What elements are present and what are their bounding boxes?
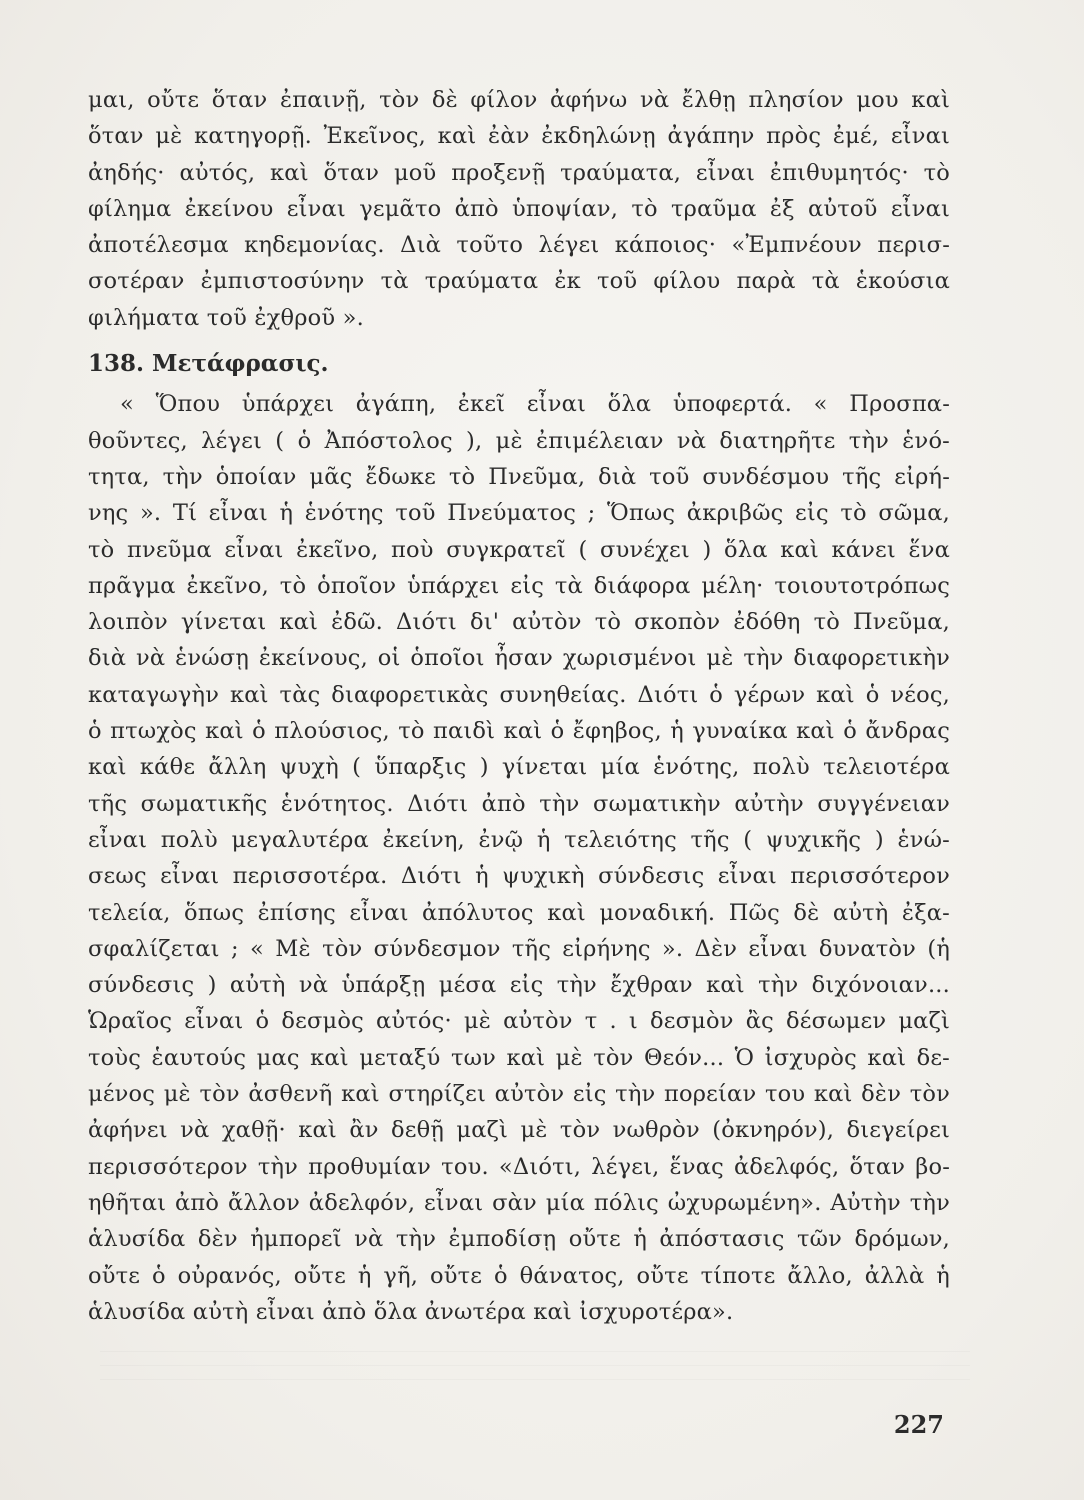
text-line: φιλήματα τοῦ ἐχθροῦ ». xyxy=(88,304,364,331)
text-line: τοὺς ἑαυτούς μας καὶ μεταξύ των καὶ μὲ τὸν Θεόν... Ὁ ἰσχυρὸς καὶ δε- xyxy=(88,1044,950,1071)
text-line: λοιπὸν γίνεται καὶ ἐδῶ. Διότι δι' αὐτὸν τὸ σκοπὸν ἐδόθη τὸ Πνεῦμα, xyxy=(88,609,950,636)
text-line: νης ». Τί εἶναι ἡ ἑνότης τοῦ Πνεύματος ; Ὅπως ἀκριβῶς εἰς τὸ σῶμα, xyxy=(88,500,950,527)
text-line: ἀηδής· αὐτός, καὶ ὅταν μοῦ προξενῇ τραύματα, εἶναι ἐπιθυμητός· τὸ xyxy=(88,159,950,186)
text-line: θοῦντες, λέγει ( ὁ Ἀπόστολος ), μὲ ἐπιμέλειαν νὰ διατηρῆτε τὴν ἑνό- xyxy=(88,427,950,454)
page-text xyxy=(88,82,950,1330)
text-line: σφαλίζεται ; « Μὲ τὸν σύνδεσμον τῆς εἰρήνης ». Δὲν εἶναι δυνατὸν (ἡ xyxy=(88,935,950,962)
text-line: ηθῆται ἀπὸ ἄλλον ἀδελφόν, εἶναι σὰν μία πόλις ὠχυρωμένη». Αὐτὴν τὴν xyxy=(88,1189,950,1216)
text-line: ἁλυσίδα δὲν ἠμπορεῖ νὰ τὴν ἐμποδίσῃ οὔτε ἡ ἀπόστασις τῶν δρόμων, xyxy=(88,1226,950,1253)
text-line: καταγωγὴν καὶ τὰς διαφορετικὰς συνηθείας. Διότι ὁ γέρων καὶ ὁ νέος, xyxy=(88,681,950,708)
bleed-through-texture xyxy=(100,1340,970,1380)
text-line: μένος μὲ τὸν ἀσθενῆ καὶ στηρίζει αὐτὸν εἰς τὴν πορείαν του καὶ δὲν τὸν xyxy=(88,1081,950,1108)
text-line: μαι, οὔτε ὅταν ἐπαινῇ, τὸν δὲ φίλον ἀφήνω νὰ ἔλθῃ πλησίον μου καὶ xyxy=(88,87,950,113)
text-line: οὔτε ὁ οὐρανός, οὔτε ἡ γῆ, οὔτε ὁ θάνατος, οὔτε τίποτε ἄλλο, ἀλλὰ ἡ xyxy=(88,1262,950,1289)
text-line: ἀφήνει νὰ χαθῇ· καὶ ἂν δεθῇ μαζὶ μὲ τὸν νωθρὸν (ὀκνηρόν), διεγείρει xyxy=(88,1117,950,1144)
text-line: τὸ πνεῦμα εἶναι ἐκεῖνο, ποὺ συγκρατεῖ ( συνέχει ) ὅλα καὶ κάνει ἕνα xyxy=(88,536,950,563)
text-line: πρᾶγμα ἐκεῖνο, τὸ ὁποῖον ὑπάρχει εἰς τὰ διάφορα μέλη· τοιουτοτρόπως xyxy=(88,572,950,599)
text-line: τητα, τὴν ὁποίαν μᾶς ἔδωκε τὸ Πνεῦμα, διὰ τοῦ συνδέσμου τῆς εἰρή- xyxy=(88,463,950,490)
text-line: εἶναι πολὺ μεγαλυτέρα ἐκείνη, ἐνῷ ἡ τελειότης τῆς ( ψυχικῆς ) ἑνώ- xyxy=(88,826,950,853)
text-line: σοτέραν ἐμπιστοσύνην τὰ τραύματα ἐκ τοῦ φίλου παρὰ τὰ ἑκούσια xyxy=(88,268,950,295)
text-line: φίλημα ἐκείνου εἶναι γεμᾶτο ἀπὸ ὑποψίαν, τὸ τραῦμα ἐξ αὐτοῦ εἶναι xyxy=(88,195,950,222)
text-line: καὶ κάθε ἄλλη ψυχὴ ( ὕπαρξις ) γίνεται μία ἑνότης, πολὺ τελειοτέρα xyxy=(88,754,950,781)
paragraph-translation xyxy=(88,386,950,1330)
text-line: περισσότερον τὴν προθυμίαν του. «Διότι, λέγει, ἕνας ἀδελφός, ὅταν βο- xyxy=(88,1153,950,1180)
text-line: Ὡραῖος εἶναι ὁ δεσμὸς αὐτός· μὲ αὐτὸν τ . ι δεσμὸν ἂς δέσωμεν μαζὶ xyxy=(88,1008,950,1035)
section-title: Μετάφρασις. xyxy=(152,350,329,378)
text-line: τῆς σωματικῆς ἑνότητος. Διότι ἀπὸ τὴν σωματικὴν αὐτὴν συγγένειαν xyxy=(88,790,950,817)
text-line: « Ὅπου ὑπάρχει ἀγάπη, ἐκεῖ εἶναι ὅλα ὑποφερτά. « Προσπα- xyxy=(120,391,950,418)
section-heading xyxy=(88,346,950,382)
text-line: ὅταν μὲ κατηγορῇ. Ἐκεῖνος, καὶ ἐὰν ἐκδηλώνῃ ἀγάπην πρὸς ἐμέ, εἶναι xyxy=(88,123,950,150)
text-line: τελεία, ὅπως ἐπίσης εἶναι ἀπόλυτος καὶ μοναδική. Πῶς δὲ αὐτὴ ἐξα- xyxy=(88,899,950,926)
text-line: σύνδεσις ) αὐτὴ νὰ ὑπάρξῃ μέσα εἰς τὴν ἔχθραν καὶ τὴν διχόνοιαν... xyxy=(88,972,950,999)
text-line: ὁ πτωχὸς καὶ ὁ πλούσιος, τὸ παιδὶ καὶ ὁ ἔφηβος, ἡ γυναίκα καὶ ὁ ἄνδρας xyxy=(88,718,950,745)
text-line: ἁλυσίδα αὐτὴ εἶναι ἀπὸ ὅλα ἀνωτέρα καὶ ἰσχυροτέρα». xyxy=(88,1298,734,1325)
text-line: διὰ νὰ ἑνώσῃ ἐκείνους, οἱ ὁποῖοι ἦσαν χωρισμένοι μὲ τὴν διαφορετικὴν xyxy=(88,645,950,672)
text-line: ἀποτέλεσμα κηδεμονίας. Διὰ τοῦτο λέγει κάποιος· «Ἐμπνέουν περισ- xyxy=(88,232,950,259)
section-number: 138. xyxy=(88,350,145,378)
page-number: 227 xyxy=(893,1410,944,1439)
paragraph-continued xyxy=(88,82,950,336)
text-line: σεως εἶναι περισσοτέρα. Διότι ἡ ψυχικὴ σύνδεσις εἶναι περισσότερον xyxy=(88,863,950,890)
